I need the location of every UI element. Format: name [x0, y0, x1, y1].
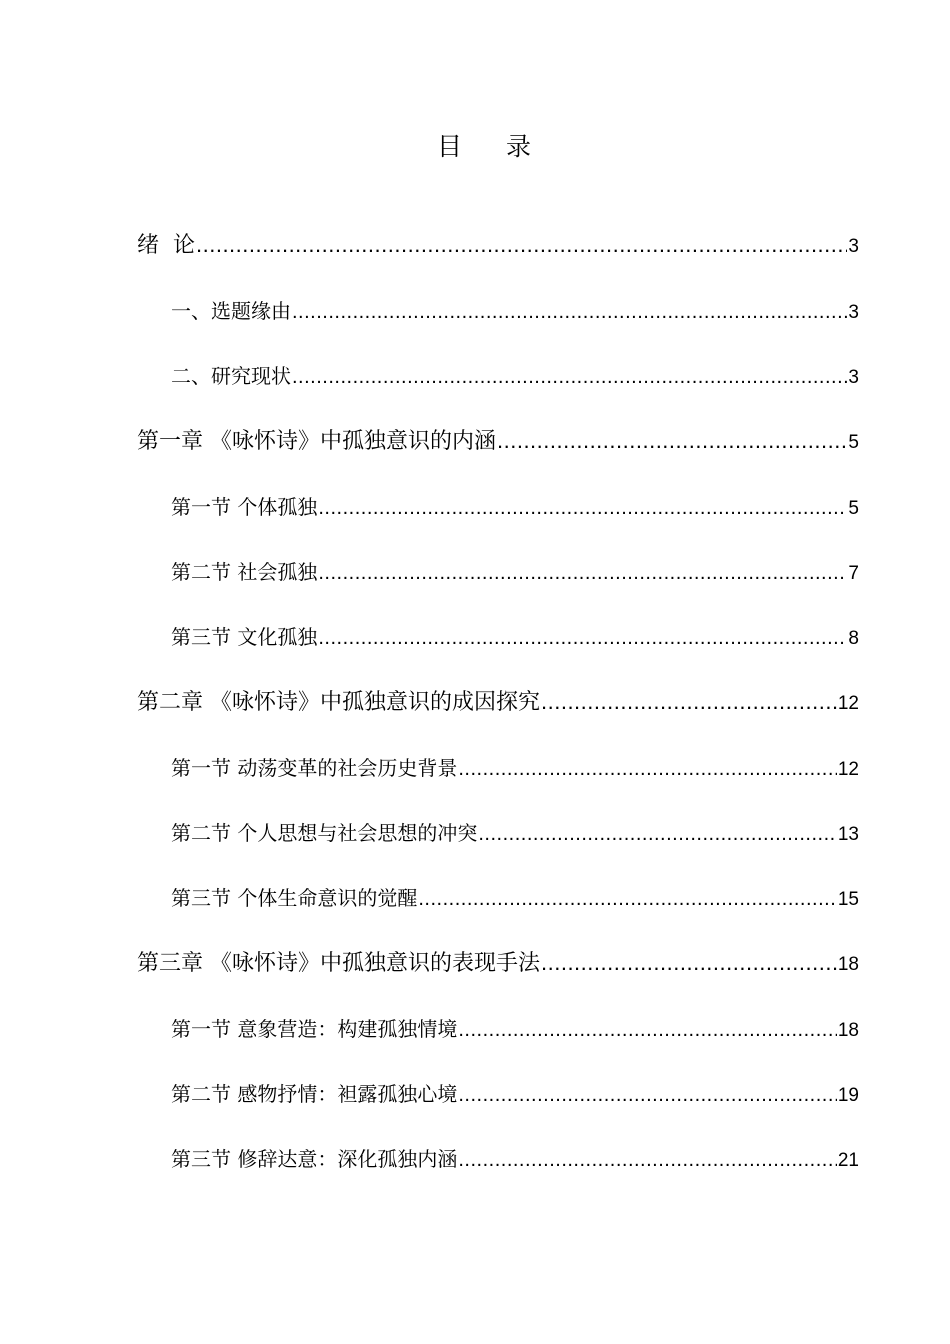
- toc-entry-label: 第二节 社会孤独: [171, 560, 318, 584]
- toc-page-number: 7: [848, 563, 859, 584]
- toc-dot-leader: [541, 946, 837, 980]
- toc-entry-chapter-1-section-3[interactable]: [171, 620, 859, 654]
- toc-entry-chapter-2[interactable]: [137, 685, 859, 719]
- toc-dot-leader: [541, 685, 837, 719]
- toc-entry-label: 第一节 个体孤独: [171, 495, 318, 519]
- toc-entry-label: 二、研究现状: [171, 364, 291, 388]
- toc-dot-leader: [458, 1078, 837, 1112]
- toc-page-number: 12: [837, 759, 859, 780]
- toc-page-number: 3: [848, 302, 859, 323]
- toc-dot-leader: [196, 228, 847, 262]
- toc-entry-label: 一、选题缘由: [171, 299, 291, 323]
- toc-entry-chapter-3-section-1[interactable]: [171, 1012, 859, 1046]
- toc-dot-leader: [458, 1143, 837, 1177]
- toc-entry-topic-reason[interactable]: [171, 294, 859, 328]
- toc-entry-label: 第一节 动荡变革的社会历史背景: [171, 756, 458, 780]
- toc-entry-chapter-2-section-2[interactable]: [171, 816, 859, 850]
- toc-entry-label: 绪 论: [137, 233, 195, 258]
- toc-dot-leader: [497, 424, 847, 458]
- toc-entry-label: 第二章 《咏怀诗》中孤独意识的成因探究: [137, 690, 540, 715]
- toc-entry-chapter-3-section-2[interactable]: [171, 1077, 859, 1111]
- toc-page-number: 19: [837, 1085, 859, 1106]
- toc-entry-label: 第三节 文化孤独: [171, 625, 318, 649]
- toc-entry-label: 第一节 意象营造：构建孤独情境: [171, 1017, 458, 1041]
- toc-entry-chapter-1-section-1[interactable]: [171, 490, 859, 524]
- toc-entry-chapter-2-section-1[interactable]: [171, 751, 859, 785]
- toc-entry-label: 第三章 《咏怀诗》中孤独意识的表现手法: [137, 951, 540, 976]
- toc-page-number: 21: [837, 1150, 859, 1171]
- toc-dot-leader: [318, 491, 847, 525]
- toc-entry-chapter-3-section-3[interactable]: [171, 1142, 859, 1176]
- toc-entry-label: 第二节 感物抒情：袒露孤独心境: [171, 1082, 458, 1106]
- toc-dot-leader: [292, 295, 847, 329]
- toc-entry-label: 第三节 个体生命意识的觉醒: [171, 886, 418, 910]
- toc-entry-introduction[interactable]: [137, 228, 859, 262]
- toc-entry-chapter-1-section-2[interactable]: [171, 555, 859, 589]
- toc-entry-chapter-1[interactable]: [137, 424, 859, 458]
- toc-page-number: 5: [848, 498, 859, 519]
- toc-page-number: 18: [837, 954, 859, 975]
- toc-entry-label: 第一章 《咏怀诗》中孤独意识的内涵: [137, 429, 496, 454]
- toc-entry-label: 第三节 修辞达意：深化孤独内涵: [171, 1147, 458, 1171]
- toc-dot-leader: [478, 817, 837, 851]
- toc-dot-leader: [458, 752, 837, 786]
- toc-dot-leader: [318, 556, 847, 590]
- toc-page-number: 12: [837, 693, 859, 714]
- toc-dot-leader: [458, 1013, 837, 1047]
- toc-dot-leader: [318, 621, 847, 655]
- toc-page-number: 5: [848, 432, 859, 453]
- toc-entry-chapter-3[interactable]: [137, 946, 859, 980]
- toc-page-number: 13: [837, 824, 859, 845]
- toc-entry-label: 第二节 个人思想与社会思想的冲突: [171, 821, 478, 845]
- toc-page-number: 3: [848, 236, 859, 257]
- toc-title: 目 录: [437, 132, 549, 161]
- toc-entry-research-status[interactable]: [171, 359, 859, 393]
- toc-dot-leader: [418, 882, 837, 916]
- toc-entry-chapter-2-section-3[interactable]: [171, 881, 859, 915]
- toc-page-number: 3: [848, 367, 859, 388]
- toc-page-number: 15: [837, 889, 859, 910]
- toc-page-number: 18: [837, 1020, 859, 1041]
- toc-dot-leader: [292, 360, 847, 394]
- toc-page-number: 8: [848, 628, 859, 649]
